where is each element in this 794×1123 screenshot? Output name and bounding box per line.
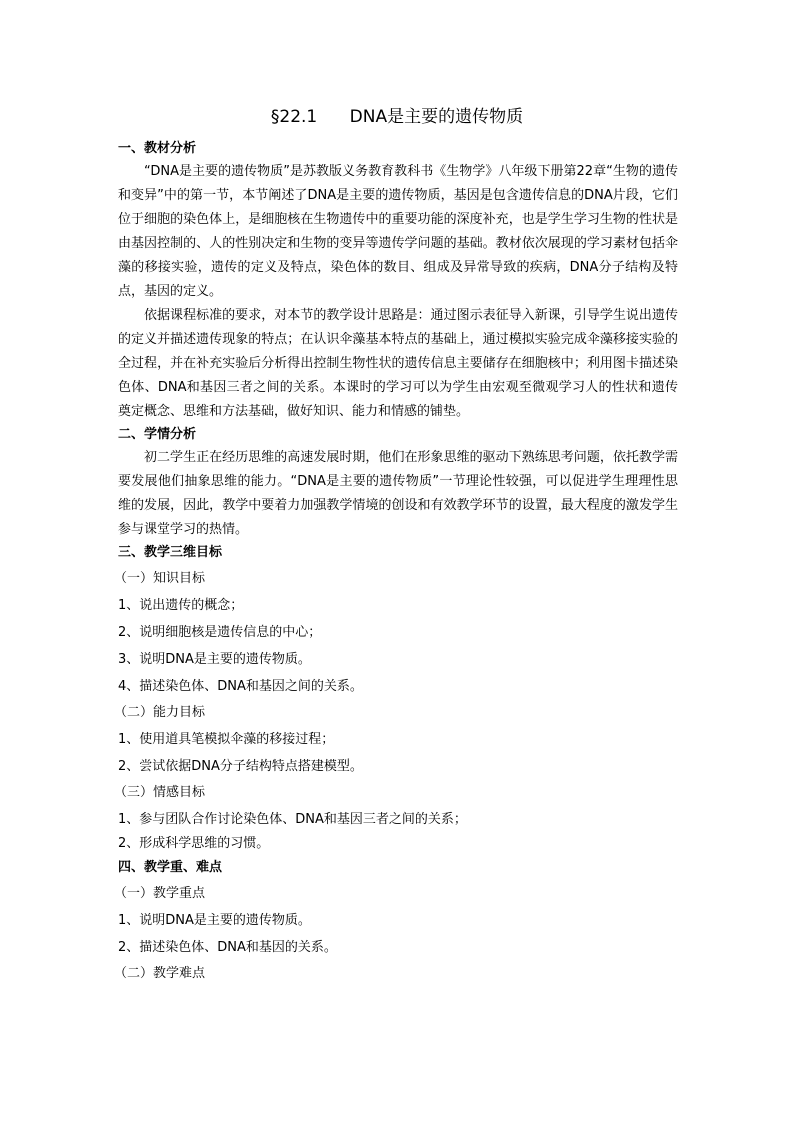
subsection-label: （二）教学难点 — [114, 966, 206, 981]
paragraph: “DNA是主要的遗传物质”是苏教版义务教育教科书《生物学》八年级下册第22章“生物的遗传和变异”中的第一节，本节阐述了DNA是主要的遗传物质，基因是包含遗传信息的DNA片段，它们位于细胞的染色体上，是细胞核在生物遗传中的重要功能的深度补充，也是学生学习生物的性状是由基因控制的、人的性别决定和生物的变异等遗传学问题的基础。教材依次展现的学习素材包括伞藻的移接实验，遗传的定义及特点，染色体的数目、组成及异常导致的疾病，DNA分子结构及特点，基因的定义。 — [118, 164, 678, 299]
section-heading: 一、教材分析 — [118, 141, 197, 156]
section-key-difficult-points — [114, 857, 678, 987]
section-learner-analysis — [118, 424, 678, 542]
section-teaching-objectives — [114, 542, 678, 855]
document-title: §22.1 DNA是主要的遗传物质 — [270, 107, 524, 127]
list-item: 2、说明细胞核是遗传信息的中心； — [118, 625, 322, 640]
section-heading: 四、教学重、难点 — [118, 860, 223, 875]
document-body — [114, 138, 678, 987]
list-item: 2、形成科学思维的习惯。 — [118, 836, 270, 851]
list-item: 2、尝试依据DNA分子结构特点搭建模型。 — [118, 759, 363, 774]
subsection-label: （一）教学重点 — [114, 886, 206, 901]
subsection-label: （三）情感目标 — [114, 785, 206, 800]
paragraph: 初二学生正在经历思维的高速发展时期，他们在形象思维的驱动下熟练思考问题，依托教学需要发展他们抽象思维的能力。“DNA是主要的遗传物质”一节理论性较强，可以促进学生理理性思维的发展，因此，教学中要着力加强教学情境的创设和有效教学环节的设置，最大程度的激发学生参与课堂学习的热情。 — [118, 450, 678, 537]
subsection-label: （二）能力目标 — [114, 705, 206, 720]
list-item: 1、参与团队合作讨论染色体、DNA和基因三者之间的关系； — [118, 812, 467, 827]
list-item: 3、说明DNA是主要的遗传物质。 — [118, 652, 311, 667]
section-textbook-analysis — [118, 138, 678, 424]
list-item: 1、使用道具笔模拟伞藻的移接过程； — [118, 732, 335, 747]
list-item: 1、说明DNA是主要的遗传物质。 — [118, 913, 311, 928]
section-heading: 三、教学三维目标 — [118, 545, 223, 560]
list-item: 4、描述染色体、DNA和基因之间的关系。 — [118, 679, 363, 694]
section-heading: 二、学情分析 — [118, 427, 197, 442]
list-item: 1、说出遗传的概念； — [118, 598, 244, 613]
paragraph: 依据课程标准的要求，对本节的教学设计思路是：通过图示表征导入新课，引导学生说出遗传的定义并描述遗传现象的特点；在认识伞藻基本特点的基础上，通过模拟实验完成伞藻移接实验的全过程，并在补充实验后分析得出控制生物性状的遗传信息主要储存在细胞核中；利用图卡描述染色体、DNA和基因三者之间的关系。本课时的学习可以为学生由宏观至微观学习人的性状和遗传奠定概念、思维和方法基础，做好知识、能力和情感的铺垫。 — [118, 308, 678, 419]
list-item: 2、描述染色体、DNA和基因的关系。 — [118, 940, 337, 955]
subsection-label: （一）知识目标 — [114, 571, 206, 586]
